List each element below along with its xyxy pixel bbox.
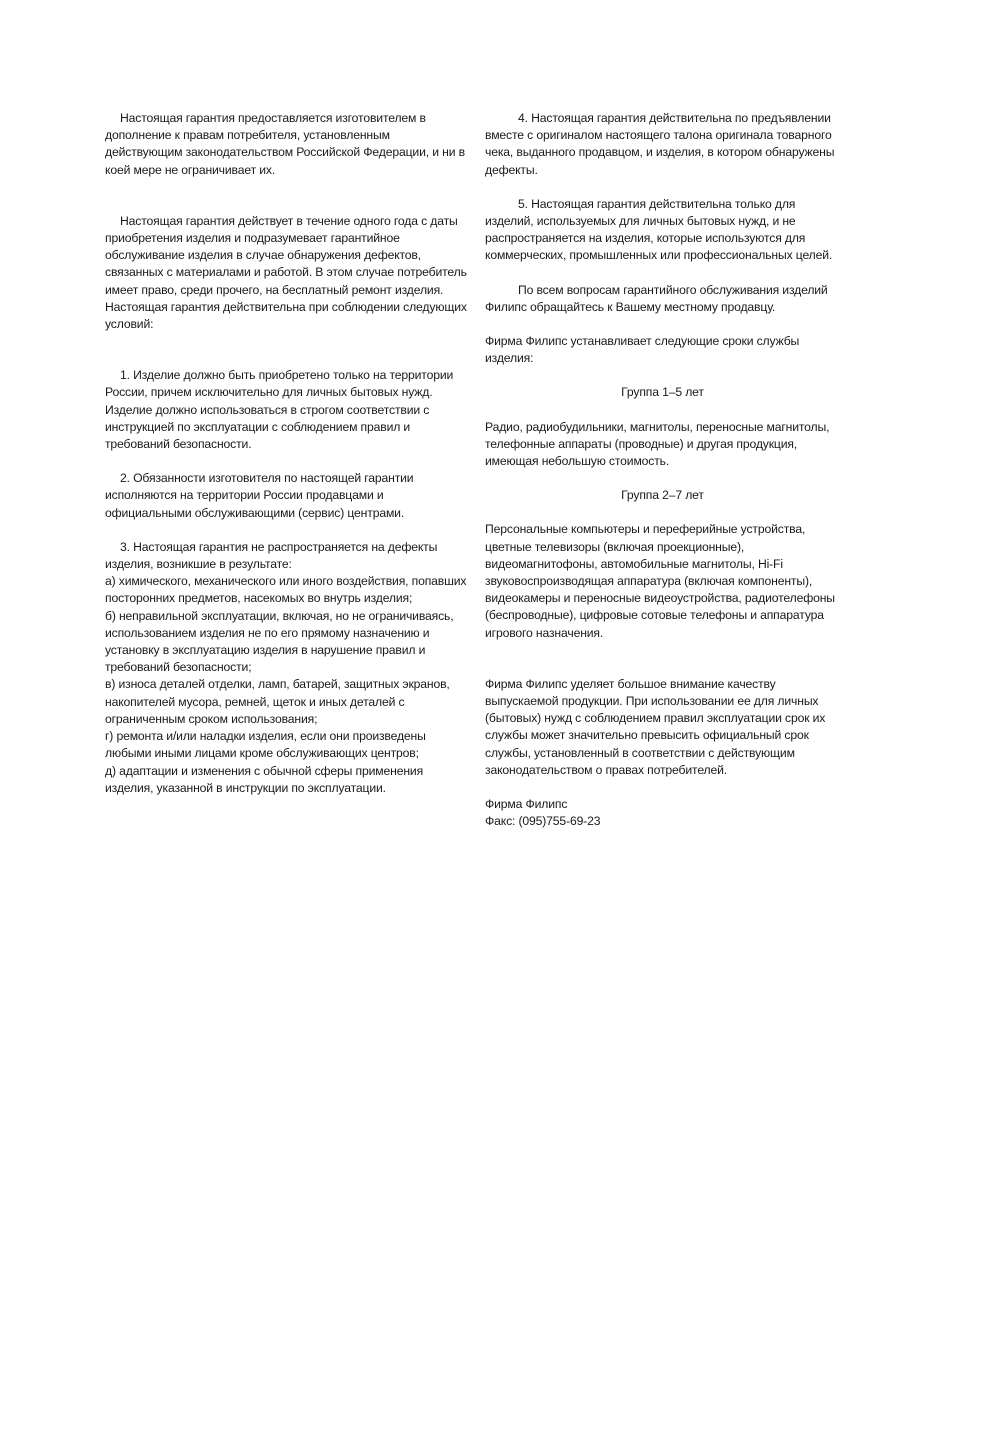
service-note: По всем вопросам гарантийного обслуживания изделий Филипс обращайтесь к Вашему местному продавцу. (485, 282, 828, 314)
condition-3-intro: 3. Настоящая гарантия не распространяется на дефекты изделия, возникшие в результате: (105, 539, 438, 572)
condition-4: 4. Настоящая гарантия действительна по предъявлении вместе с оригиналом настоящего талона оригинала товарного чека, выданного продавцом, и изделия, в котором обнаружены дефекты. (485, 111, 835, 177)
quality-statement: Фирма Филипс уделяет большое внимание качеству выпускаемой продукции. При использовании ее для личных (бытовых) нужд с соблюдением правил эксплуатации срок их службы может значительно превысить официальный срок службы, установленный в соответствии с действующим законодательством о правах потребителей. (485, 676, 826, 777)
group-2-title: Группа 2–7 лет (621, 488, 704, 503)
condition-3-item-d: г) ремонта и/или наладки изделия, если они произведены любыми иными лицами кроме обслуживающих центров; (105, 729, 426, 761)
group-1-text: Радио, радиобудильники, магнитолы, переносные магнитолы, телефонные аппараты (проводные) и другая продукция, имеющая небольшую стоимость. (485, 419, 830, 469)
condition-5: 5. Настоящая гарантия действительна только для изделий, используемых для личных бытовых нужд, и не распространяется на изделия, которые используются для коммерческих, промышленных или профессиональных целей. (485, 196, 833, 263)
condition-3-item-a: а) химического, механического или иного воздействия, попавших посторонних предметов, насекомых во внутрь изделия; (105, 574, 467, 606)
company-name: Фирма Филипс (485, 797, 568, 812)
condition-3-item-c: в) износа деталей отделки, ламп, батарей, защитных экранов, накопителей мусора, ремней, щеток и иных деталей с ограниченным сроком использования; (105, 677, 450, 726)
warranty-term: Настоящая гарантия действует в течение одного года с даты приобретения изделия и подразумевает гарантийное обслуживание изделия в случае обнаружения дефектов, связанных с материалами и работой. В этом случае потребитель имеет право, среди прочего, на бесплатный ремонт изделия. Настоящая гарантия действительна при соблюдении следующих условий: (105, 213, 467, 332)
lifetime-intro: Фирма Филипс устанавливает следующие сроки службы изделия: (485, 334, 800, 366)
condition-3-item-b: б) неправильной эксплуатации, включая, но не ограничиваясь, использованием изделия не по его прямому назначению и установку в эксплуатацию изделия в нарушение правил и требований безопасности; (105, 608, 454, 675)
left-column (105, 110, 467, 797)
condition-2: 2. Обязанности изготовителя по настоящей гарантии исполняются на территории России продавцами и официальными обслуживающими (сервис) центрами. (105, 471, 414, 520)
group-2-text: Персональные компьютеры и переферийные устройства, цветные телевизоры (включая проекционные), видеомагнитофоны, автомобильные магнитолы, Hi-Fi звуковоспроизводящая аппаратура (включая компоненты), видеокамеры и переносные видеоустройства, радиотелефоны (беспроводные), цифровые сотовые телефоны и аппаратура игрового назначения. (485, 522, 835, 640)
group-1-title: Группа 1–5 лет (621, 385, 704, 400)
condition-1: 1. Изделие должно быть приобретено только на территории России, причем исключительно для личных бытовых нужд. Изделие должно использоваться в строгом соответствии с инструкцией по эксплуатации с соблюдением правил и требований безопасности. (105, 368, 454, 452)
warranty-intro: Настоящая гарантия предоставляется изготовителем в дополнение к правам потребителя, установленным действующим законодательством Российской Федерации, и ни в коей мере не ограничивает их. (105, 111, 465, 177)
right-column (485, 110, 840, 831)
condition-3-item-e: д) адаптации и изменения с обычной сферы применения изделия, указанной в инструкции по эксплуатации. (105, 763, 424, 795)
fax-number: Факс: (095)755-69-23 (485, 814, 601, 829)
